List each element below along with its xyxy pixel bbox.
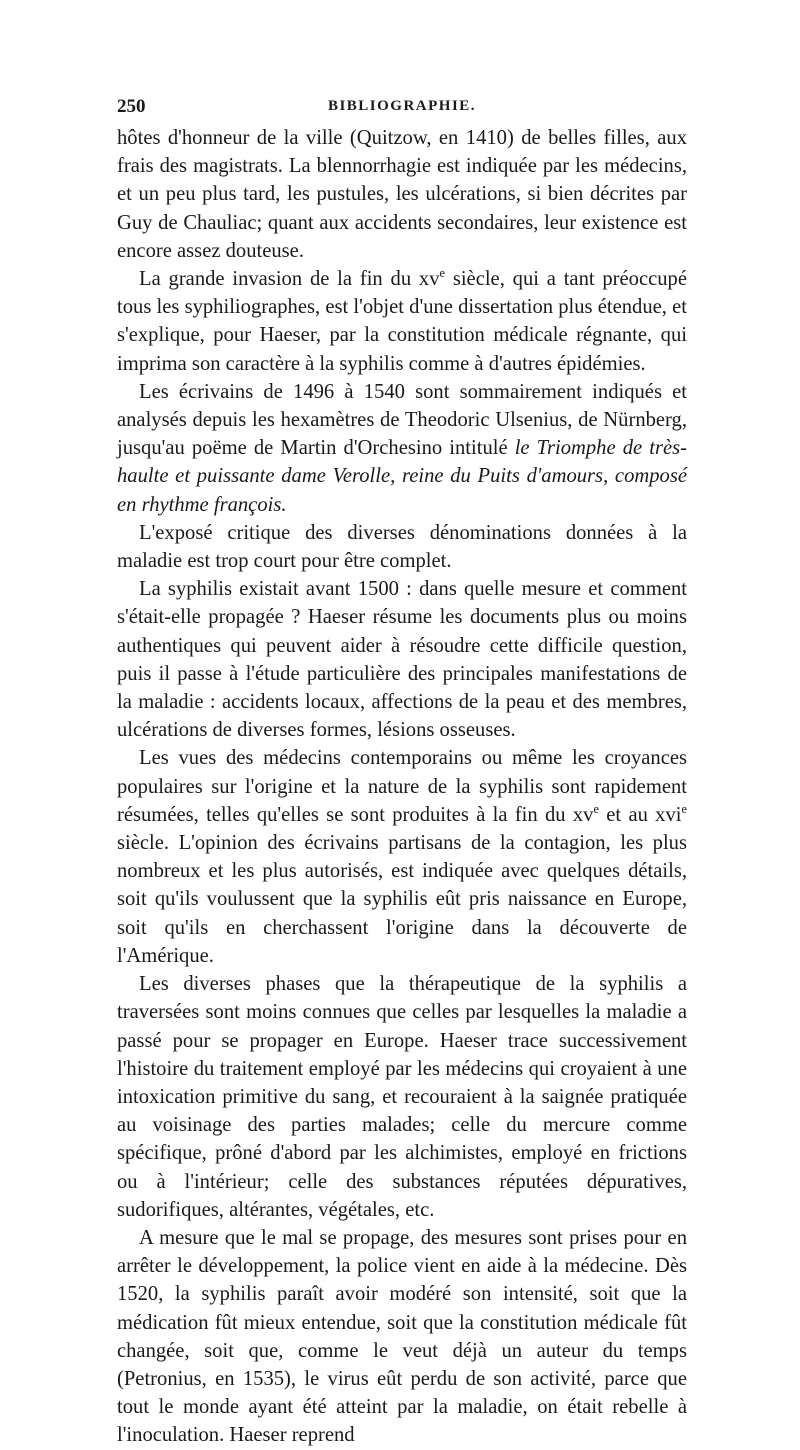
page-header [117, 96, 687, 120]
paragraph [117, 265, 687, 378]
text-run: A mesure que le mal se propage, des mesures sont prises pour en arrêter le développement, la police vient en aide à la médecine. Dès 1520, la syphilis paraît avoir modéré son intensité, soit que la médication fût mieux entendue, soit que la constitution médicale fût changée, soit que, comme le veut déjà un auteur du temps (Petronius, en 1535), le virus eût perdu de son activité, parce que tout le monde ayant été atteint par la maladie, on était rebelle à l'inoculation. Haeser reprend [117, 1226, 687, 1447]
body-text [117, 124, 687, 1450]
text-run: L'exposé critique des diverses dénominations données à la maladie est trop court pour être complet. [117, 521, 687, 573]
page-number: 250 [117, 96, 146, 117]
text-run: Les écrivains de 1496 à 1540 sont sommairement indiqués et analysés depuis les hexamètres de Theodoric Ulsenius, de Nürnberg, jusqu'au poëme de Martin d'Orchesino intitulé [117, 380, 687, 460]
superscript: e [439, 266, 446, 281]
text-run: siècle. L'opinion des écrivains partisans de la contagion, les plus nombreux et les plus autorisés, est indiquée avec quelques détails, soit qu'ils voulussent que la syphilis eût pris naissance en Europe, soit qu'ils en cherchassent l'origine dans la découverte de l'Amérique. [117, 832, 687, 967]
superscript: e [681, 802, 688, 817]
text-run: et au xvi [598, 803, 682, 826]
paragraph [117, 124, 687, 265]
text-run: Les vues des médecins contemporains ou même les croyances populaires sur l'origine et la nature de la syphilis sont rapidement résumées, telles qu'elles se sont produites à la fin du xv [117, 747, 687, 826]
text-run: hôtes d'honneur de la ville (Quitzow, en 1410) de belles filles, aux frais des magistrats. La blennorrhagie est indiquée par les médecins, et un peu plus tard, les pustules, les ulcérations, si bien décrites par Guy de Chauliac; quant aux accidents secondaires, leur existence est encore assez douteuse. [117, 127, 687, 262]
paragraph [117, 970, 687, 1224]
text-run: La grande invasion de la fin du xv [139, 268, 440, 291]
paragraph [117, 519, 687, 575]
text-run: siècle, qui a tant préoccupé tous les syphiliographes, est l'objet d'une dissertation plus étendue, et s'explique, pour Haeser, par la constitution médicale régnante, qui imprima son caractère à la syphilis comme à d'autres épidémies. [117, 268, 687, 375]
superscript: e [593, 802, 599, 817]
paragraph [117, 1224, 687, 1450]
italic-text: le Triomphe de très-haulte et puissante dame Verolle, reine du Puits d'amours, composé en rhythme françois. [117, 437, 687, 516]
running-title: BIBLIOGRAPHIE. [327, 98, 477, 114]
text-run: La syphilis existait avant 1500 : dans quelle mesure et comment s'était-elle propagée ? Haeser résume les documents plus ou moins authentiques qui peuvent aider à résoudre cette difficile question, puis il passe à l'étude particulière des principales manifestations de la maladie : accidents locaux, affections de la peau et des membres, ulcérations de diverses formes, lésions osseuses. [117, 578, 687, 742]
paragraph [117, 575, 687, 744]
text-run: Les diverses phases que la thérapeutique de la syphilis a traversées sont moins connues que celles par lesquelles la maladie a passé pour se propager en Europe. Haeser trace successivement l'histoire du traitement employé par les médecins qui croyaient à une intoxication primitive du sang, et recouraient à la saignée pratiquée au voisinage des parties malades; celle du mercure comme spécifique, prôné d'abord par les alchimistes, employé en frictions ou à l'intérieur; celle des substances réputées dépuratives, sudorifiques, altérantes, végétales, etc. [117, 973, 687, 1221]
paragraph [117, 378, 687, 519]
paragraph [117, 744, 687, 970]
